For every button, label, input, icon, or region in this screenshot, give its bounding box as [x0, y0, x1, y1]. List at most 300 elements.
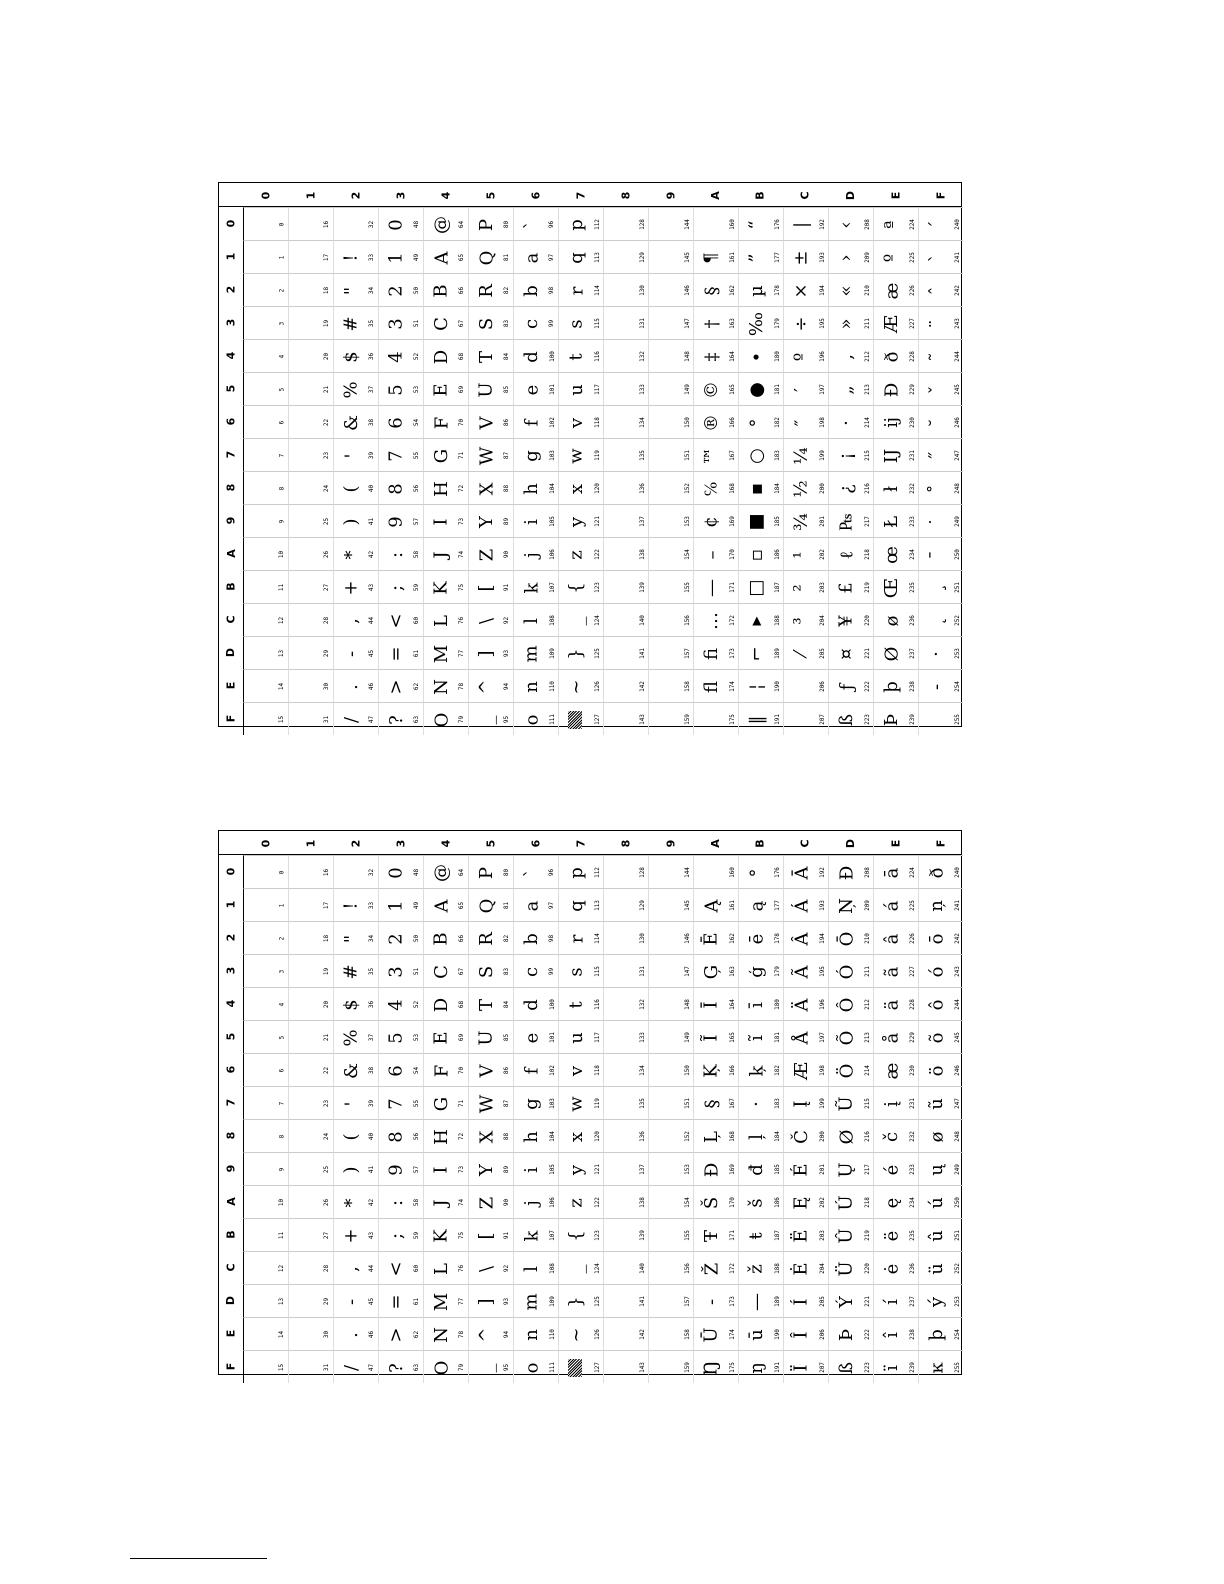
- char-cell: [333, 1218, 378, 1251]
- char-cell: [603, 1086, 648, 1119]
- char-code: 47: [368, 715, 376, 724]
- char-cell: [783, 603, 828, 636]
- char-glyph: U: [475, 1029, 497, 1046]
- char-cell: [558, 207, 603, 240]
- char-cell: [738, 987, 783, 1020]
- char-code: 186: [773, 549, 781, 560]
- char-glyph: ļ: [745, 1133, 767, 1140]
- char-cell: [648, 921, 693, 954]
- char-glyph: ●: [746, 381, 767, 398]
- char-cell: [738, 921, 783, 954]
- char-code: 176: [773, 867, 781, 878]
- column-header: 0: [259, 191, 272, 199]
- char-cell: [873, 471, 918, 504]
- char-glyph: í: [880, 1298, 902, 1305]
- char-cell: [918, 306, 963, 339]
- char-code: 196: [818, 351, 826, 362]
- column-header: 3: [394, 191, 407, 199]
- char-cell: [243, 1185, 288, 1218]
- char-code: 75: [458, 583, 466, 592]
- char-code: 104: [548, 1131, 556, 1142]
- char-code: 27: [323, 583, 331, 592]
- column-header: 8: [619, 839, 632, 847]
- column-header: 4: [439, 191, 452, 199]
- char-cell: [648, 273, 693, 306]
- char-code: 66: [458, 286, 466, 295]
- char-glyph: ›: [835, 253, 857, 262]
- char-code: 39: [368, 1099, 376, 1108]
- char-code: 42: [368, 550, 376, 559]
- char-glyph: N: [431, 1326, 452, 1343]
- char-code: 97: [548, 901, 556, 910]
- char-cell: [333, 1350, 378, 1383]
- column-header: C: [798, 838, 812, 848]
- char-cell: [333, 855, 378, 888]
- column-header: 6: [529, 191, 542, 199]
- char-glyph: \: [475, 1265, 497, 1272]
- char-cell: [423, 471, 468, 504]
- char-cell: [828, 1119, 873, 1152]
- char-cell: [918, 372, 963, 405]
- char-code: 203: [818, 582, 826, 593]
- char-cell: [603, 702, 648, 735]
- char-cell: [873, 669, 918, 702]
- char-cell: [603, 438, 648, 471]
- char-code: 208: [863, 219, 871, 230]
- char-cell: [783, 471, 828, 504]
- char-glyph: â: [880, 933, 902, 944]
- char-code: 128: [638, 867, 646, 878]
- char-glyph: Þ: [880, 713, 902, 726]
- char-cell: [648, 1251, 693, 1284]
- char-cell: [648, 1020, 693, 1053]
- char-code: 193: [818, 252, 826, 263]
- char-cell: [603, 954, 648, 987]
- char-code: 250: [953, 549, 961, 560]
- char-glyph: -: [341, 1298, 362, 1305]
- char-cell: [423, 1152, 468, 1185]
- char-code: 24: [323, 484, 331, 493]
- char-glyph: [293, 856, 321, 889]
- char-glyph: >: [386, 678, 407, 695]
- char-glyph: Į: [791, 1099, 812, 1108]
- char-glyph: ņ: [926, 899, 947, 912]
- char-cell: [828, 405, 873, 438]
- char-cell: [783, 888, 828, 921]
- char-glyph: •: [746, 351, 767, 362]
- char-cell: [648, 1218, 693, 1251]
- char-code: 204: [818, 1263, 826, 1274]
- char-code: 70: [458, 418, 466, 427]
- char-code: 227: [908, 318, 916, 329]
- char-code: 126: [593, 681, 601, 692]
- char-glyph: ': [340, 1101, 362, 1106]
- char-cell: [738, 603, 783, 636]
- char-cell: [378, 954, 423, 987]
- char-glyph: T: [475, 350, 497, 363]
- char-cell: [873, 603, 918, 636]
- footnote-rule: [130, 1558, 267, 1559]
- char-glyph: 6: [385, 416, 407, 429]
- char-code: 237: [908, 1296, 916, 1307]
- char-glyph: ë: [881, 1230, 902, 1241]
- char-glyph: ð: [926, 867, 947, 878]
- char-glyph: Ó: [835, 964, 857, 979]
- char-code: 237: [908, 648, 916, 659]
- char-glyph: ˆ: [926, 286, 947, 295]
- char-glyph: [248, 1087, 276, 1120]
- char-glyph: |: [790, 221, 812, 228]
- char-code: 199: [818, 1098, 826, 1109]
- char-cell: [513, 471, 558, 504]
- char-glyph: E: [430, 382, 452, 397]
- char-cell: [828, 921, 873, 954]
- char-code: 218: [863, 1197, 871, 1208]
- char-glyph: ´: [926, 220, 947, 229]
- char-glyph: [338, 856, 366, 889]
- char-glyph: ,: [340, 1265, 362, 1272]
- char-code: 116: [593, 351, 601, 362]
- char-glyph: U: [475, 381, 497, 398]
- char-code: 226: [908, 933, 916, 944]
- char-code: 158: [683, 1329, 691, 1340]
- char-code: 85: [503, 385, 511, 394]
- char-code: 32: [368, 220, 376, 229]
- char-glyph: ﬁ: [700, 647, 722, 660]
- row-label: E: [224, 1329, 238, 1338]
- char-cell: [243, 372, 288, 405]
- char-glyph: o: [521, 1362, 542, 1373]
- char-code: 111: [548, 1362, 556, 1373]
- char-code: 77: [458, 649, 466, 658]
- char-glyph: ¢: [700, 515, 722, 528]
- char-code: 118: [593, 417, 601, 428]
- char-cell: [558, 669, 603, 702]
- char-code: 24: [323, 1132, 331, 1141]
- char-glyph: h: [521, 482, 542, 495]
- char-glyph: Ž: [700, 1262, 722, 1275]
- char-glyph: [248, 1285, 276, 1318]
- char-code: 88: [503, 484, 511, 493]
- char-cell: [288, 636, 333, 669]
- char-cell: [513, 1020, 558, 1053]
- char-cell: [738, 207, 783, 240]
- char-cell: [513, 921, 558, 954]
- char-glyph: ‚: [835, 353, 857, 360]
- char-code: 184: [773, 483, 781, 494]
- char-cell: [603, 1053, 648, 1086]
- char-glyph: ®: [701, 413, 722, 432]
- char-cell: [468, 603, 513, 636]
- char-glyph: Ę: [790, 1195, 812, 1210]
- char-code: 64: [458, 868, 466, 877]
- char-code: 83: [503, 967, 511, 976]
- char-glyph: [248, 340, 276, 373]
- char-glyph: %: [340, 380, 362, 399]
- char-glyph: ũ: [926, 1097, 947, 1110]
- char-glyph: [293, 241, 321, 274]
- char-code: 63: [413, 1363, 421, 1372]
- char-cell: [558, 240, 603, 273]
- char-cell: [378, 537, 423, 570]
- char-cell: [783, 504, 828, 537]
- char-cell: [378, 636, 423, 669]
- char-code: 228: [908, 351, 916, 362]
- char-glyph: 1: [385, 899, 407, 912]
- row-label: 7: [224, 450, 238, 459]
- char-code: 19: [323, 319, 331, 328]
- char-cell: [378, 1152, 423, 1185]
- char-cell: [738, 471, 783, 504]
- char-cell: [783, 438, 828, 471]
- char-glyph: ē: [746, 933, 767, 944]
- char-cell: [828, 372, 873, 405]
- char-glyph: Ĩ: [701, 1033, 722, 1042]
- char-cell: [423, 702, 468, 735]
- char-glyph: [653, 406, 681, 439]
- char-code: 148: [683, 999, 691, 1010]
- char-glyph: ý: [925, 1296, 947, 1307]
- char-glyph: F: [431, 1064, 452, 1077]
- char-glyph: 5: [385, 1031, 407, 1044]
- char-glyph: ¨: [926, 319, 947, 328]
- char-glyph: æ: [880, 282, 902, 299]
- char-glyph: Ø: [880, 646, 902, 661]
- char-glyph: [293, 406, 321, 439]
- char-cell: [378, 1020, 423, 1053]
- char-glyph: [653, 1120, 681, 1153]
- char-cell: [738, 1119, 783, 1152]
- char-cell: [288, 1317, 333, 1350]
- char-glyph: #: [341, 315, 362, 332]
- char-glyph: đ: [746, 1163, 767, 1176]
- char-code: 87: [503, 1099, 511, 1108]
- char-glyph: [608, 307, 636, 340]
- char-glyph: $: [340, 998, 362, 1011]
- char-cell: [378, 1086, 423, 1119]
- char-code: 83: [503, 319, 511, 328]
- char-glyph: d: [521, 998, 542, 1011]
- char-cell: [378, 1053, 423, 1086]
- char-code: 59: [413, 583, 421, 592]
- char-cell: [693, 921, 738, 954]
- char-code: 161: [728, 900, 736, 911]
- char-code: 194: [818, 285, 826, 296]
- char-glyph: [293, 472, 321, 505]
- char-code: 41: [368, 517, 376, 526]
- char-code: 166: [728, 1065, 736, 1076]
- char-cell: [873, 1317, 918, 1350]
- char-glyph: [293, 340, 321, 373]
- char-glyph: p: [566, 866, 587, 879]
- char-cell: [873, 504, 918, 537]
- char-glyph: [608, 1285, 636, 1318]
- char-glyph: @: [431, 215, 452, 234]
- char-glyph: &: [341, 414, 362, 431]
- char-code: 235: [908, 1230, 916, 1241]
- char-cell: [603, 207, 648, 240]
- char-cell: [648, 1350, 693, 1383]
- char-code: 124: [593, 615, 601, 626]
- char-code: 220: [863, 1263, 871, 1274]
- char-cell: [738, 405, 783, 438]
- char-glyph: &: [341, 1062, 362, 1079]
- char-code: 52: [413, 1000, 421, 1009]
- char-code: 146: [683, 285, 691, 296]
- char-cell: [918, 888, 963, 921]
- char-cell: [333, 240, 378, 273]
- char-code: 213: [863, 384, 871, 395]
- char-cell: [288, 954, 333, 987]
- char-glyph: [653, 439, 681, 472]
- char-cell: [828, 438, 873, 471]
- char-glyph: ₧: [836, 512, 857, 531]
- char-cell: [693, 987, 738, 1020]
- char-cell: [828, 1086, 873, 1119]
- char-cell: [918, 987, 963, 1020]
- char-code: 242: [953, 933, 961, 944]
- char-glyph: J: [431, 550, 452, 559]
- char-glyph: Z: [475, 1196, 497, 1209]
- char-glyph: [248, 208, 276, 241]
- char-cell: [648, 207, 693, 240]
- char-cell: [918, 1317, 963, 1350]
- char-cell: [693, 537, 738, 570]
- char-cell: [468, 987, 513, 1020]
- char-glyph: [608, 703, 636, 736]
- char-glyph: V: [476, 1064, 497, 1077]
- char-glyph: [608, 1054, 636, 1087]
- char-code: 86: [503, 1066, 511, 1075]
- char-cell: [603, 504, 648, 537]
- char-glyph: Ģ: [700, 964, 722, 979]
- char-code: 112: [593, 219, 601, 230]
- char-glyph: Å: [791, 1031, 812, 1044]
- char-code: 197: [818, 384, 826, 395]
- char-cell: [333, 987, 378, 1020]
- char-cell: [513, 339, 558, 372]
- char-glyph: 8: [385, 1130, 407, 1143]
- char-glyph: v: [565, 1065, 587, 1076]
- char-glyph: [608, 505, 636, 538]
- char-glyph: K: [430, 1228, 452, 1243]
- char-cell: [918, 1350, 963, 1383]
- char-glyph: [248, 955, 276, 988]
- char-glyph: š: [746, 1197, 767, 1208]
- char-cell: [558, 471, 603, 504]
- char-code: 137: [638, 1164, 646, 1175]
- char-cell: [378, 888, 423, 921]
- char-cell: [828, 306, 873, 339]
- char-cell: [873, 1251, 918, 1284]
- char-cell: [333, 273, 378, 306]
- char-glyph: I: [431, 1165, 452, 1174]
- char-glyph: X: [475, 482, 497, 495]
- char-code: 4: [278, 1002, 286, 1007]
- char-glyph: [653, 373, 681, 406]
- char-cell: [783, 1020, 828, 1053]
- char-glyph: á: [880, 900, 902, 911]
- char-cell: [333, 339, 378, 372]
- char-code: 227: [908, 966, 916, 977]
- column-header: B: [753, 190, 767, 200]
- char-glyph: [293, 208, 321, 241]
- char-code: 250: [953, 1197, 961, 1208]
- char-glyph: ƒ: [835, 683, 857, 690]
- char-glyph: [653, 604, 681, 637]
- char-code: 25: [323, 1165, 331, 1174]
- char-cell: [243, 306, 288, 339]
- char-code: 248: [953, 483, 961, 494]
- row-label: D: [224, 647, 238, 658]
- row-label: 4: [224, 999, 238, 1008]
- char-code: 214: [863, 1065, 871, 1076]
- char-code: 105: [548, 516, 556, 527]
- char-cell: [513, 570, 558, 603]
- char-cell: [513, 1317, 558, 1350]
- char-code: 106: [548, 549, 556, 560]
- char-code: 29: [323, 1297, 331, 1306]
- char-code: 139: [638, 1230, 646, 1241]
- char-glyph: y: [565, 516, 587, 527]
- char-glyph: [293, 274, 321, 307]
- char-glyph: [608, 406, 636, 439]
- row-label: 3: [224, 318, 238, 327]
- char-cell: [828, 1284, 873, 1317]
- char-glyph: ▪: [745, 482, 767, 495]
- char-cell: [918, 339, 963, 372]
- char-cell: [603, 1317, 648, 1350]
- char-glyph: ”: [745, 252, 767, 263]
- char-code: 67: [458, 319, 466, 328]
- char-cell: [738, 1086, 783, 1119]
- char-code: 23: [323, 451, 331, 460]
- char-code: 55: [413, 1099, 421, 1108]
- char-cell: [333, 207, 378, 240]
- char-code: 11: [278, 583, 286, 592]
- char-glyph: ã: [880, 966, 902, 977]
- char-cell: [918, 537, 963, 570]
- char-glyph: į: [880, 1100, 902, 1107]
- char-cell: [738, 1020, 783, 1053]
- char-code: 243: [953, 966, 961, 977]
- char-cell: [873, 1218, 918, 1251]
- char-code: 241: [953, 252, 961, 263]
- char-glyph: [293, 1087, 321, 1120]
- char-cell: [828, 504, 873, 537]
- char-code: 107: [548, 582, 556, 593]
- char-code: 100: [548, 999, 556, 1010]
- char-cell: [423, 636, 468, 669]
- char-glyph: ŋ: [746, 1361, 767, 1374]
- char-code: 209: [863, 900, 871, 911]
- char-glyph: °: [746, 868, 767, 877]
- char-code: 28: [323, 616, 331, 625]
- char-cell: [333, 702, 378, 735]
- char-code: 56: [413, 484, 421, 493]
- char-code: 80: [503, 220, 511, 229]
- char-cell: [558, 339, 603, 372]
- char-glyph: c: [521, 318, 542, 329]
- char-cell: [603, 339, 648, 372]
- char-cell: [873, 306, 918, 339]
- char-glyph: [: [476, 583, 497, 592]
- char-code: 48: [413, 868, 421, 877]
- char-cell: [738, 1152, 783, 1185]
- char-glyph: ²: [791, 583, 812, 592]
- char-glyph: 7: [385, 1097, 407, 1110]
- char-glyph: _: [476, 715, 497, 724]
